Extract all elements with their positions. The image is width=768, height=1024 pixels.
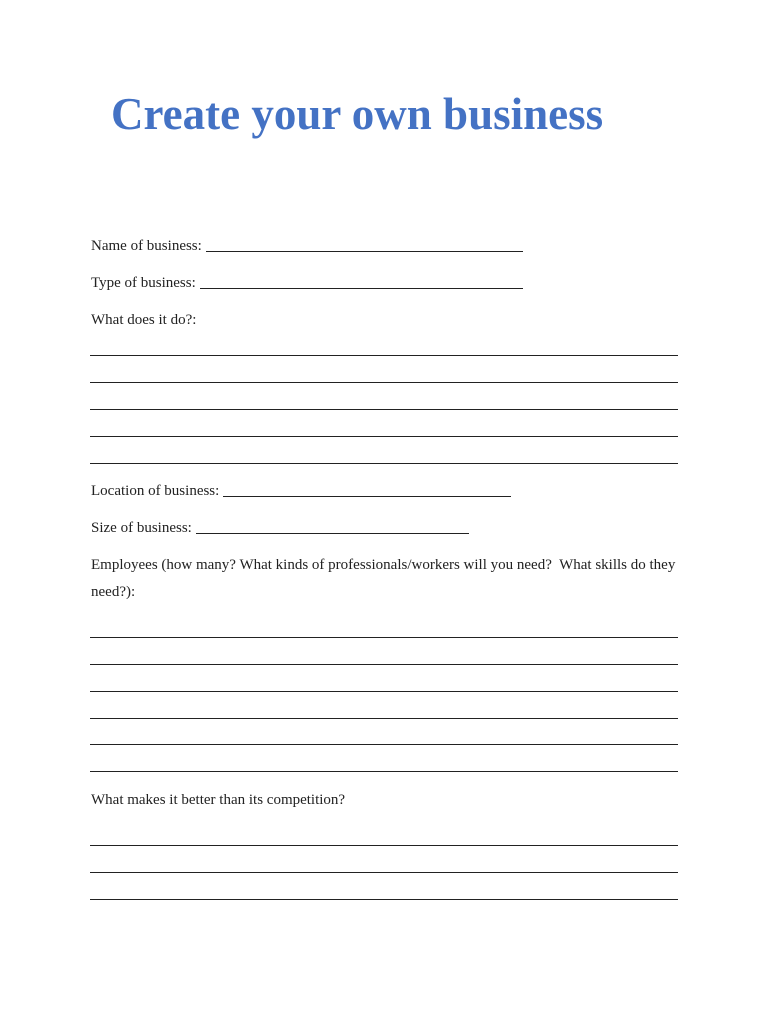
answer-line <box>90 718 678 719</box>
answer-line <box>90 845 678 846</box>
field-size-row <box>91 519 469 537</box>
answer-line <box>90 691 678 692</box>
field-location-blank <box>223 484 511 497</box>
answer-line <box>90 409 678 410</box>
answer-line <box>90 744 678 745</box>
field-what-label: What does it do?: <box>91 312 197 328</box>
answer-line <box>90 436 678 437</box>
answer-line <box>90 382 678 383</box>
answer-line <box>90 355 678 356</box>
field-size-blank <box>196 521 469 534</box>
answer-line <box>90 664 678 665</box>
field-type-row <box>91 274 523 292</box>
answer-line <box>90 771 678 772</box>
answer-line <box>90 872 678 873</box>
field-name-label: Name of business: <box>91 238 202 254</box>
field-location-row <box>91 482 511 500</box>
field-competition-label: What makes it better than its competition? <box>91 792 346 808</box>
field-employees-label: Employees (how many? What kinds of professionals/workers will you need? What skills do they need?): <box>91 557 680 600</box>
field-size-label: Size of business: <box>91 520 192 536</box>
field-name-blank <box>206 239 523 252</box>
field-type-blank <box>200 276 523 289</box>
field-name-row <box>91 237 523 255</box>
answer-line <box>90 463 678 464</box>
answer-line <box>90 899 678 900</box>
field-location-label: Location of business: <box>91 483 220 499</box>
field-type-label: Type of business: <box>91 275 196 291</box>
page-title: Create your own business <box>111 89 604 139</box>
answer-line <box>90 637 678 638</box>
